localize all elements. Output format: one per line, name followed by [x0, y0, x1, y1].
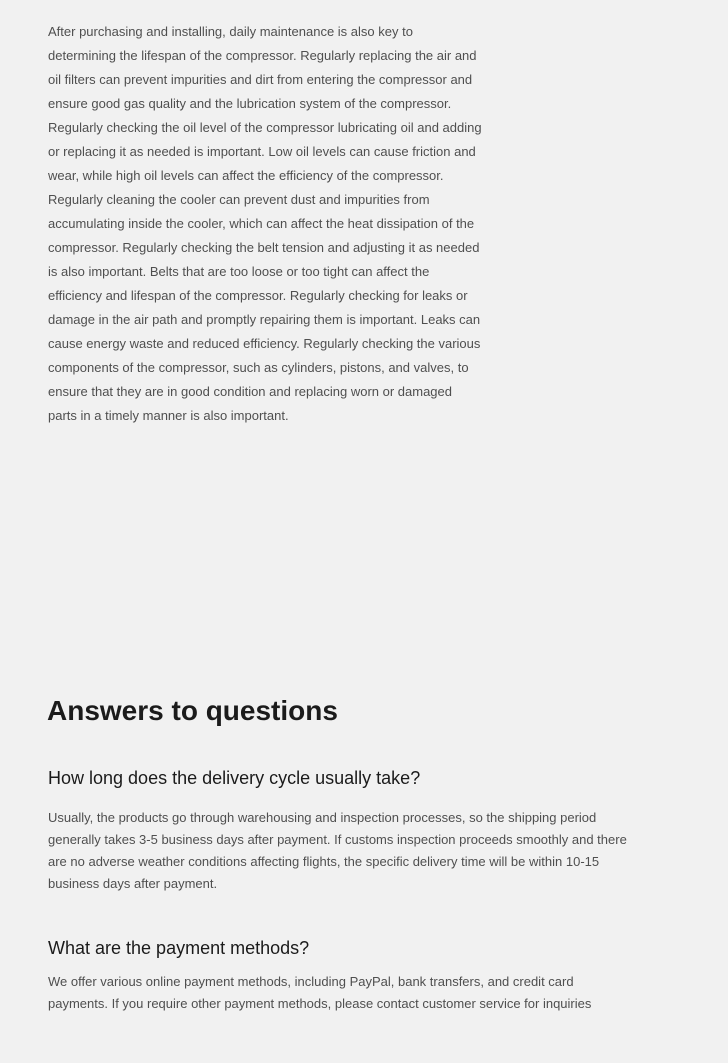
maintenance-intro-paragraph: After purchasing and installing, daily maintenance is also key to determining the lifespan of the compressor. Regularly replacing the air and oil filters can prevent impurities and dirt from entering the compressor and ensure good gas quality and the lubrication system of the compressor. Regularly checking the oil level of the compressor lubricating oil and adding or replacing it as needed is important. Low oil levels can cause friction and wear, while high oil levels can affect the efficiency of the compressor. Regularly cleaning the cooler can prevent dust and impurities from accumulating inside the cooler, which can affect the heat dissipation of the compressor. Regularly checking the belt tension and adjusting it as needed is also important. Belts that are too loose or too tight can affect the efficiency and lifespan of the compressor. Regularly checking for leaks or damage in the air path and promptly repairing them is important. Leaks can cause energy waste and reduced efficiency. Regularly checking the various components of the compressor, such as cylinders, pistons, and valves, to ensure that they are in good condition and replacing worn or damaged parts in a timely manner is also important.: [48, 24, 482, 423]
faq-answer-delivery-cycle: Usually, the products go through warehousing and inspection processes, so the shipping period generally takes 3-5 business days after payment. If customs inspection proceeds smoothly and there are no adverse weather conditions affecting flights, the specific delivery time will be within 10-15 business days after payment.: [48, 810, 627, 891]
faq-question-delivery-cycle: How long does the delivery cycle usually take?: [48, 768, 421, 788]
faq-answer-payment-methods: We offer various online payment methods, including PayPal, bank transfers, and credit card payments. If you require other payment methods, please contact customer service for inquiries: [48, 974, 592, 1011]
faq-question-payment-methods: What are the payment methods?: [48, 938, 310, 958]
answers-section-title: Answers to questions: [47, 695, 338, 726]
